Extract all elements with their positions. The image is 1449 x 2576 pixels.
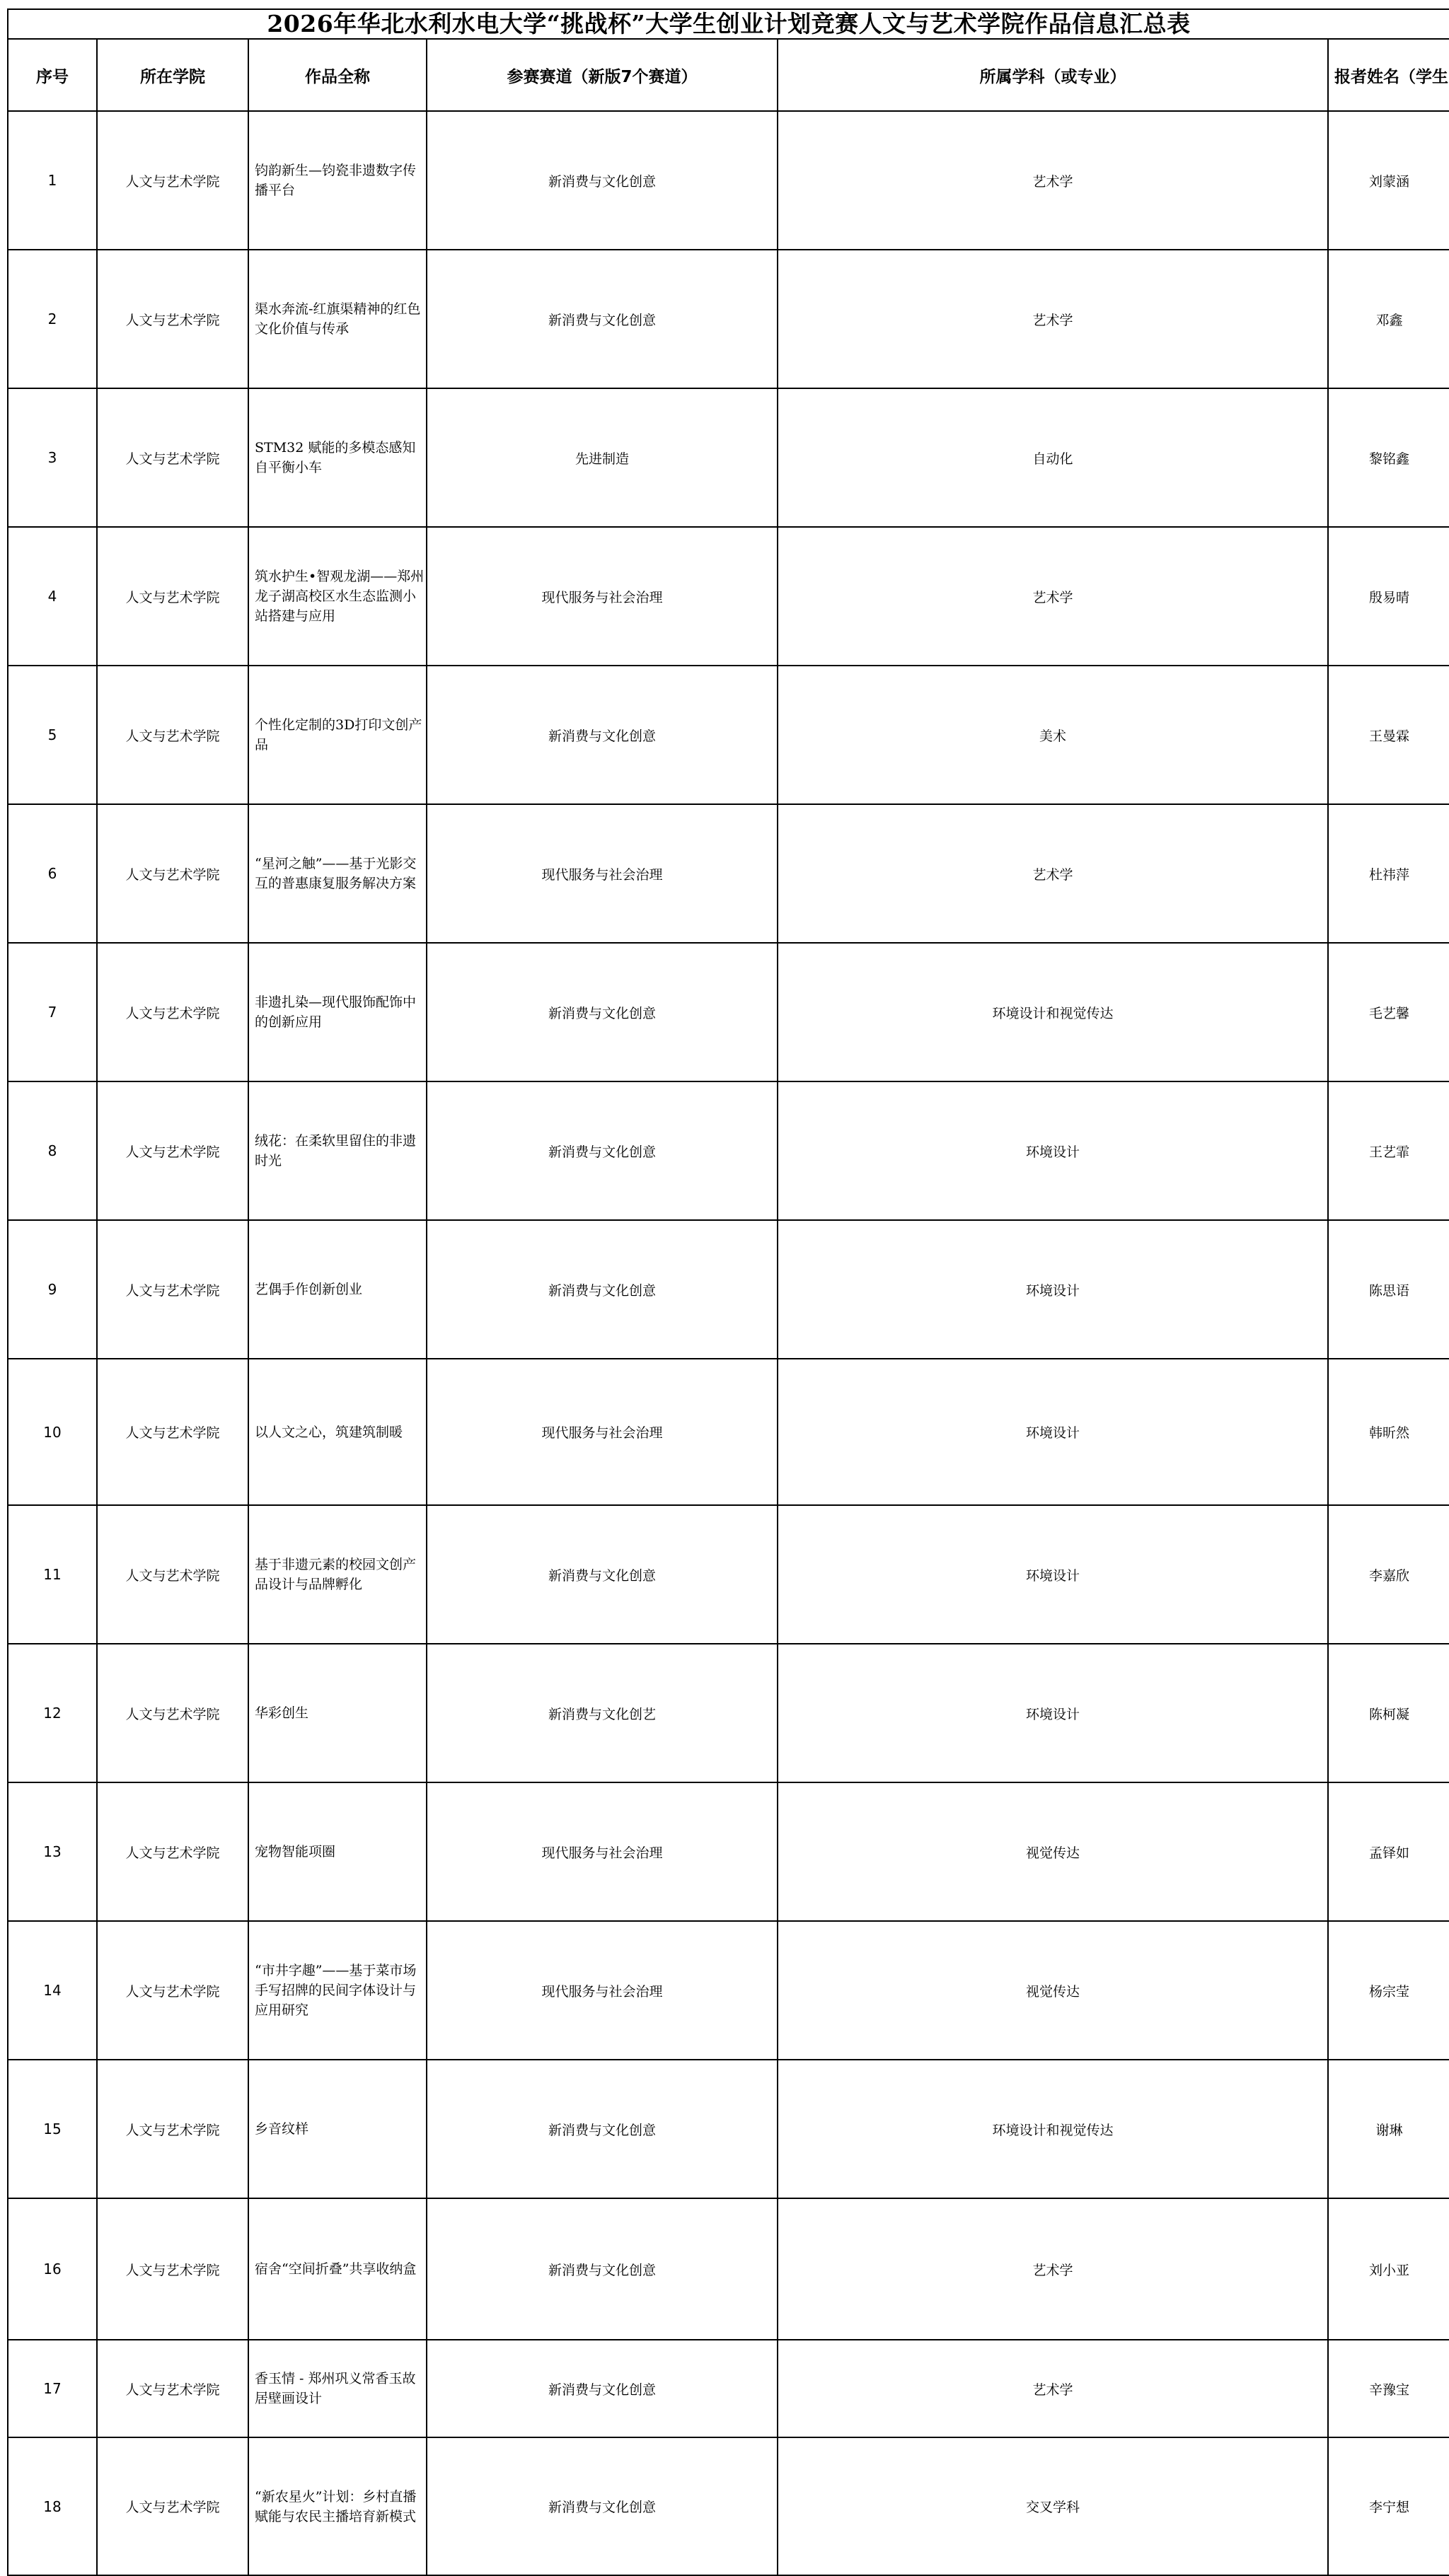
table-row	[8, 943, 1449, 1081]
cell-work-text: 香玉情 - 郑州巩义常香玉故居壁画设计	[255, 2371, 416, 2406]
table-row	[8, 2340, 1449, 2437]
table-row	[8, 1644, 1449, 1782]
cell-name[interactable]: 殷易晴	[1328, 527, 1449, 666]
cell-work-text: 绒花：在柔软里留住的非遗时光	[255, 1133, 417, 1168]
cell-name[interactable]: 李嘉欣	[1328, 1505, 1449, 1644]
cell-subject[interactable]: 环境设计	[778, 1644, 1328, 1782]
header-college: 所在学院	[97, 39, 248, 111]
header-subject: 所属学科（或专业）	[778, 39, 1328, 111]
cell-work[interactable]	[248, 943, 427, 1081]
header-seq: 序号	[8, 39, 97, 111]
cell-subject[interactable]: 环境设计	[778, 1081, 1328, 1220]
cell-subject[interactable]: 环境设计	[778, 1505, 1328, 1644]
cell-subject[interactable]: 环境设计和视觉传达	[778, 2060, 1328, 2198]
cell-track[interactable]: 现代服务与社会治理	[427, 1921, 778, 2060]
cell-college[interactable]: 人文与艺术学院	[97, 1921, 248, 2060]
cell-name[interactable]: 李宁想	[1328, 2437, 1449, 2575]
cell-name[interactable]: 杜祎萍	[1328, 804, 1449, 943]
table-row	[8, 1081, 1449, 1220]
cell-work-text: 以人文之心，筑建筑制暖	[255, 1424, 403, 1440]
cell-college[interactable]: 人文与艺术学院	[97, 527, 248, 666]
cell-work-text: “市井字趣”——基于菜市场手写招牌的民间字体设计与应用研究	[255, 1963, 417, 2018]
cell-seq[interactable]: 7	[8, 943, 97, 1081]
header-name: 报者姓名（学生	[1328, 39, 1449, 111]
cell-work[interactable]	[248, 2060, 427, 2198]
table-row	[8, 1921, 1449, 2060]
cell-seq[interactable]: 15	[8, 2060, 97, 2198]
table-row	[8, 1220, 1449, 1359]
cell-track[interactable]: 新消费与文化创艺	[427, 1644, 778, 1782]
cell-college[interactable]: 人文与艺术学院	[97, 804, 248, 943]
cell-seq[interactable]: 4	[8, 527, 97, 666]
cell-work[interactable]	[248, 2340, 427, 2437]
table-row	[8, 1782, 1449, 1921]
cell-name[interactable]: 陈柯凝	[1328, 1644, 1449, 1782]
cell-work[interactable]	[248, 804, 427, 943]
cell-seq[interactable]: 5	[8, 666, 97, 804]
header-track: 参赛赛道（新版7个赛道）	[427, 39, 778, 111]
cell-college[interactable]: 人文与艺术学院	[97, 2060, 248, 2198]
cell-college[interactable]: 人文与艺术学院	[97, 2198, 248, 2340]
cell-seq[interactable]: 14	[8, 1921, 97, 2060]
cell-seq[interactable]: 13	[8, 1782, 97, 1921]
cell-college[interactable]: 人文与艺术学院	[97, 2340, 248, 2437]
table-row	[8, 666, 1449, 804]
cell-seq[interactable]: 1	[8, 111, 97, 250]
cell-college[interactable]: 人文与艺术学院	[97, 388, 248, 527]
sheet-title: 2026年华北水利水电大学“挑战杯”大学生创业计划竞赛人文与艺术学院作品信息汇总表	[7, 8, 1449, 38]
cell-college[interactable]: 人文与艺术学院	[97, 1644, 248, 1782]
cell-work[interactable]	[248, 1081, 427, 1220]
cell-subject[interactable]: 艺术学	[778, 2340, 1328, 2437]
cell-track[interactable]: 新消费与文化创意	[427, 2340, 778, 2437]
cell-college[interactable]: 人文与艺术学院	[97, 2437, 248, 2575]
cell-subject[interactable]: 艺术学	[778, 250, 1328, 388]
cell-subject[interactable]: 自动化	[778, 388, 1328, 527]
cell-subject[interactable]: 环境设计	[778, 1220, 1328, 1359]
cell-name[interactable]: 毛艺馨	[1328, 943, 1449, 1081]
cell-college[interactable]: 人文与艺术学院	[97, 111, 248, 250]
cell-college[interactable]: 人文与艺术学院	[97, 250, 248, 388]
cell-work-text: 筑水护生•智观龙湖——郑州龙子湖高校区水生态监测小站搭建与应用	[255, 569, 425, 624]
cell-subject[interactable]: 艺术学	[778, 111, 1328, 250]
cell-work[interactable]	[248, 2437, 427, 2575]
cell-name[interactable]: 辛豫宝	[1328, 2340, 1449, 2437]
cell-college[interactable]: 人文与艺术学院	[97, 1220, 248, 1359]
cell-name[interactable]: 谢琳	[1328, 2060, 1449, 2198]
cell-work[interactable]	[248, 666, 427, 804]
cell-seq[interactable]: 9	[8, 1220, 97, 1359]
table-row	[8, 1359, 1449, 1505]
cell-college[interactable]: 人文与艺术学院	[97, 1081, 248, 1220]
cell-track[interactable]: 现代服务与社会治理	[427, 804, 778, 943]
cell-college[interactable]: 人文与艺术学院	[97, 1505, 248, 1644]
header-work: 作品全称	[248, 39, 427, 111]
cell-seq[interactable]: 8	[8, 1081, 97, 1220]
cell-work-text: “星河之触”——基于光影交互的普惠康复服务解决方案	[255, 856, 417, 891]
cell-seq[interactable]: 11	[8, 1505, 97, 1644]
cell-track[interactable]: 新消费与文化创意	[427, 2437, 778, 2575]
cell-subject[interactable]: 环境设计和视觉传达	[778, 943, 1328, 1081]
cell-work[interactable]	[248, 527, 427, 666]
header-row	[8, 39, 1449, 111]
cell-work[interactable]	[248, 1644, 427, 1782]
cell-name[interactable]: 邓鑫	[1328, 250, 1449, 388]
cell-name[interactable]: 王曼霖	[1328, 666, 1449, 804]
cell-work[interactable]	[248, 1359, 427, 1505]
cell-work-text: 宠物智能项圈	[255, 1844, 336, 1860]
cell-work-text: STM32 赋能的多模态感知自平衡小车	[255, 440, 416, 475]
cell-college[interactable]: 人文与艺术学院	[97, 1359, 248, 1505]
cell-track[interactable]: 现代服务与社会治理	[427, 527, 778, 666]
cell-work[interactable]	[248, 111, 427, 250]
cell-subject[interactable]: 艺术学	[778, 2198, 1328, 2340]
cell-track[interactable]: 新消费与文化创意	[427, 250, 778, 388]
cell-work-text: 个性化定制的3D打印文创产品	[255, 717, 422, 753]
cell-work[interactable]	[248, 1220, 427, 1359]
cell-work-text: 渠水奔流-红旗渠精神的红色文化价值与传承	[255, 301, 421, 337]
cell-track[interactable]: 新消费与文化创意	[427, 2198, 778, 2340]
table-row	[8, 2198, 1449, 2340]
table-row	[8, 527, 1449, 666]
cell-work[interactable]	[248, 1505, 427, 1644]
cell-seq[interactable]: 6	[8, 804, 97, 943]
cell-track[interactable]: 现代服务与社会治理	[427, 1359, 778, 1505]
table-row	[8, 2437, 1449, 2575]
cell-track[interactable]: 新消费与文化创意	[427, 1220, 778, 1359]
cell-name[interactable]: 刘蒙涵	[1328, 111, 1449, 250]
cell-seq[interactable]: 17	[8, 2340, 97, 2437]
cell-seq[interactable]: 3	[8, 388, 97, 527]
cell-college[interactable]: 人文与艺术学院	[97, 666, 248, 804]
cell-seq[interactable]: 12	[8, 1644, 97, 1782]
cell-seq[interactable]: 16	[8, 2198, 97, 2340]
cell-work[interactable]	[248, 250, 427, 388]
cell-work-text: 宿舍“空间折叠”共享收纳盒	[255, 2261, 417, 2277]
cell-name[interactable]: 陈思语	[1328, 1220, 1449, 1359]
cell-work-text: 乡音纹样	[255, 2121, 309, 2137]
cell-college[interactable]: 人文与艺术学院	[97, 1782, 248, 1921]
table-body	[8, 111, 1449, 2575]
works-table	[7, 38, 1449, 2576]
cell-track[interactable]: 新消费与文化创意	[427, 666, 778, 804]
table-row	[8, 1505, 1449, 1644]
spreadsheet	[7, 8, 1449, 2576]
cell-work[interactable]	[248, 1921, 427, 2060]
cell-track[interactable]: 新消费与文化创意	[427, 111, 778, 250]
cell-work-text: “新农星火”计划：乡村直播赋能与农民主播培育新模式	[255, 2488, 417, 2524]
table-row	[8, 804, 1449, 943]
cell-track[interactable]: 新消费与文化创意	[427, 2060, 778, 2198]
cell-seq[interactable]: 18	[8, 2437, 97, 2575]
cell-name[interactable]: 孟铎如	[1328, 1782, 1449, 1921]
cell-track[interactable]: 新消费与文化创意	[427, 1505, 778, 1644]
cell-subject[interactable]: 环境设计	[778, 1359, 1328, 1505]
cell-track[interactable]: 新消费与文化创意	[427, 943, 778, 1081]
table-row	[8, 111, 1449, 250]
cell-work-text: 钧韵新生—钧瓷非遗数字传播平台	[255, 163, 417, 198]
cell-name[interactable]: 王艺霏	[1328, 1081, 1449, 1220]
table-row	[8, 250, 1449, 388]
cell-seq[interactable]: 2	[8, 250, 97, 388]
cell-work[interactable]	[248, 388, 427, 527]
cell-name[interactable]: 韩昕然	[1328, 1359, 1449, 1505]
cell-subject[interactable]: 艺术学	[778, 804, 1328, 943]
cell-work-text: 非遗扎染—现代服饰配饰中的创新应用	[255, 994, 417, 1030]
cell-name[interactable]: 刘小亚	[1328, 2198, 1449, 2340]
cell-subject[interactable]: 艺术学	[778, 527, 1328, 666]
cell-subject[interactable]: 交叉学科	[778, 2437, 1328, 2575]
cell-subject[interactable]: 美术	[778, 666, 1328, 804]
cell-college[interactable]: 人文与艺术学院	[97, 943, 248, 1081]
cell-track[interactable]: 新消费与文化创意	[427, 1081, 778, 1220]
cell-subject[interactable]: 视觉传达	[778, 1782, 1328, 1921]
table-row	[8, 388, 1449, 527]
cell-subject[interactable]: 视觉传达	[778, 1921, 1328, 2060]
cell-name[interactable]: 杨宗莹	[1328, 1921, 1449, 2060]
cell-track[interactable]: 现代服务与社会治理	[427, 1782, 778, 1921]
cell-work-text: 基于非遗元素的校园文创产品设计与品牌孵化	[255, 1557, 417, 1592]
cell-seq[interactable]: 10	[8, 1359, 97, 1505]
cell-work-text: 艺偶手作创新创业	[255, 1282, 363, 1297]
cell-work-text: 华彩创生	[255, 1705, 309, 1721]
cell-track[interactable]: 先进制造	[427, 388, 778, 527]
cell-name[interactable]: 黎铭鑫	[1328, 388, 1449, 527]
cell-work[interactable]	[248, 1782, 427, 1921]
cell-work[interactable]	[248, 2198, 427, 2340]
table-row	[8, 2060, 1449, 2198]
